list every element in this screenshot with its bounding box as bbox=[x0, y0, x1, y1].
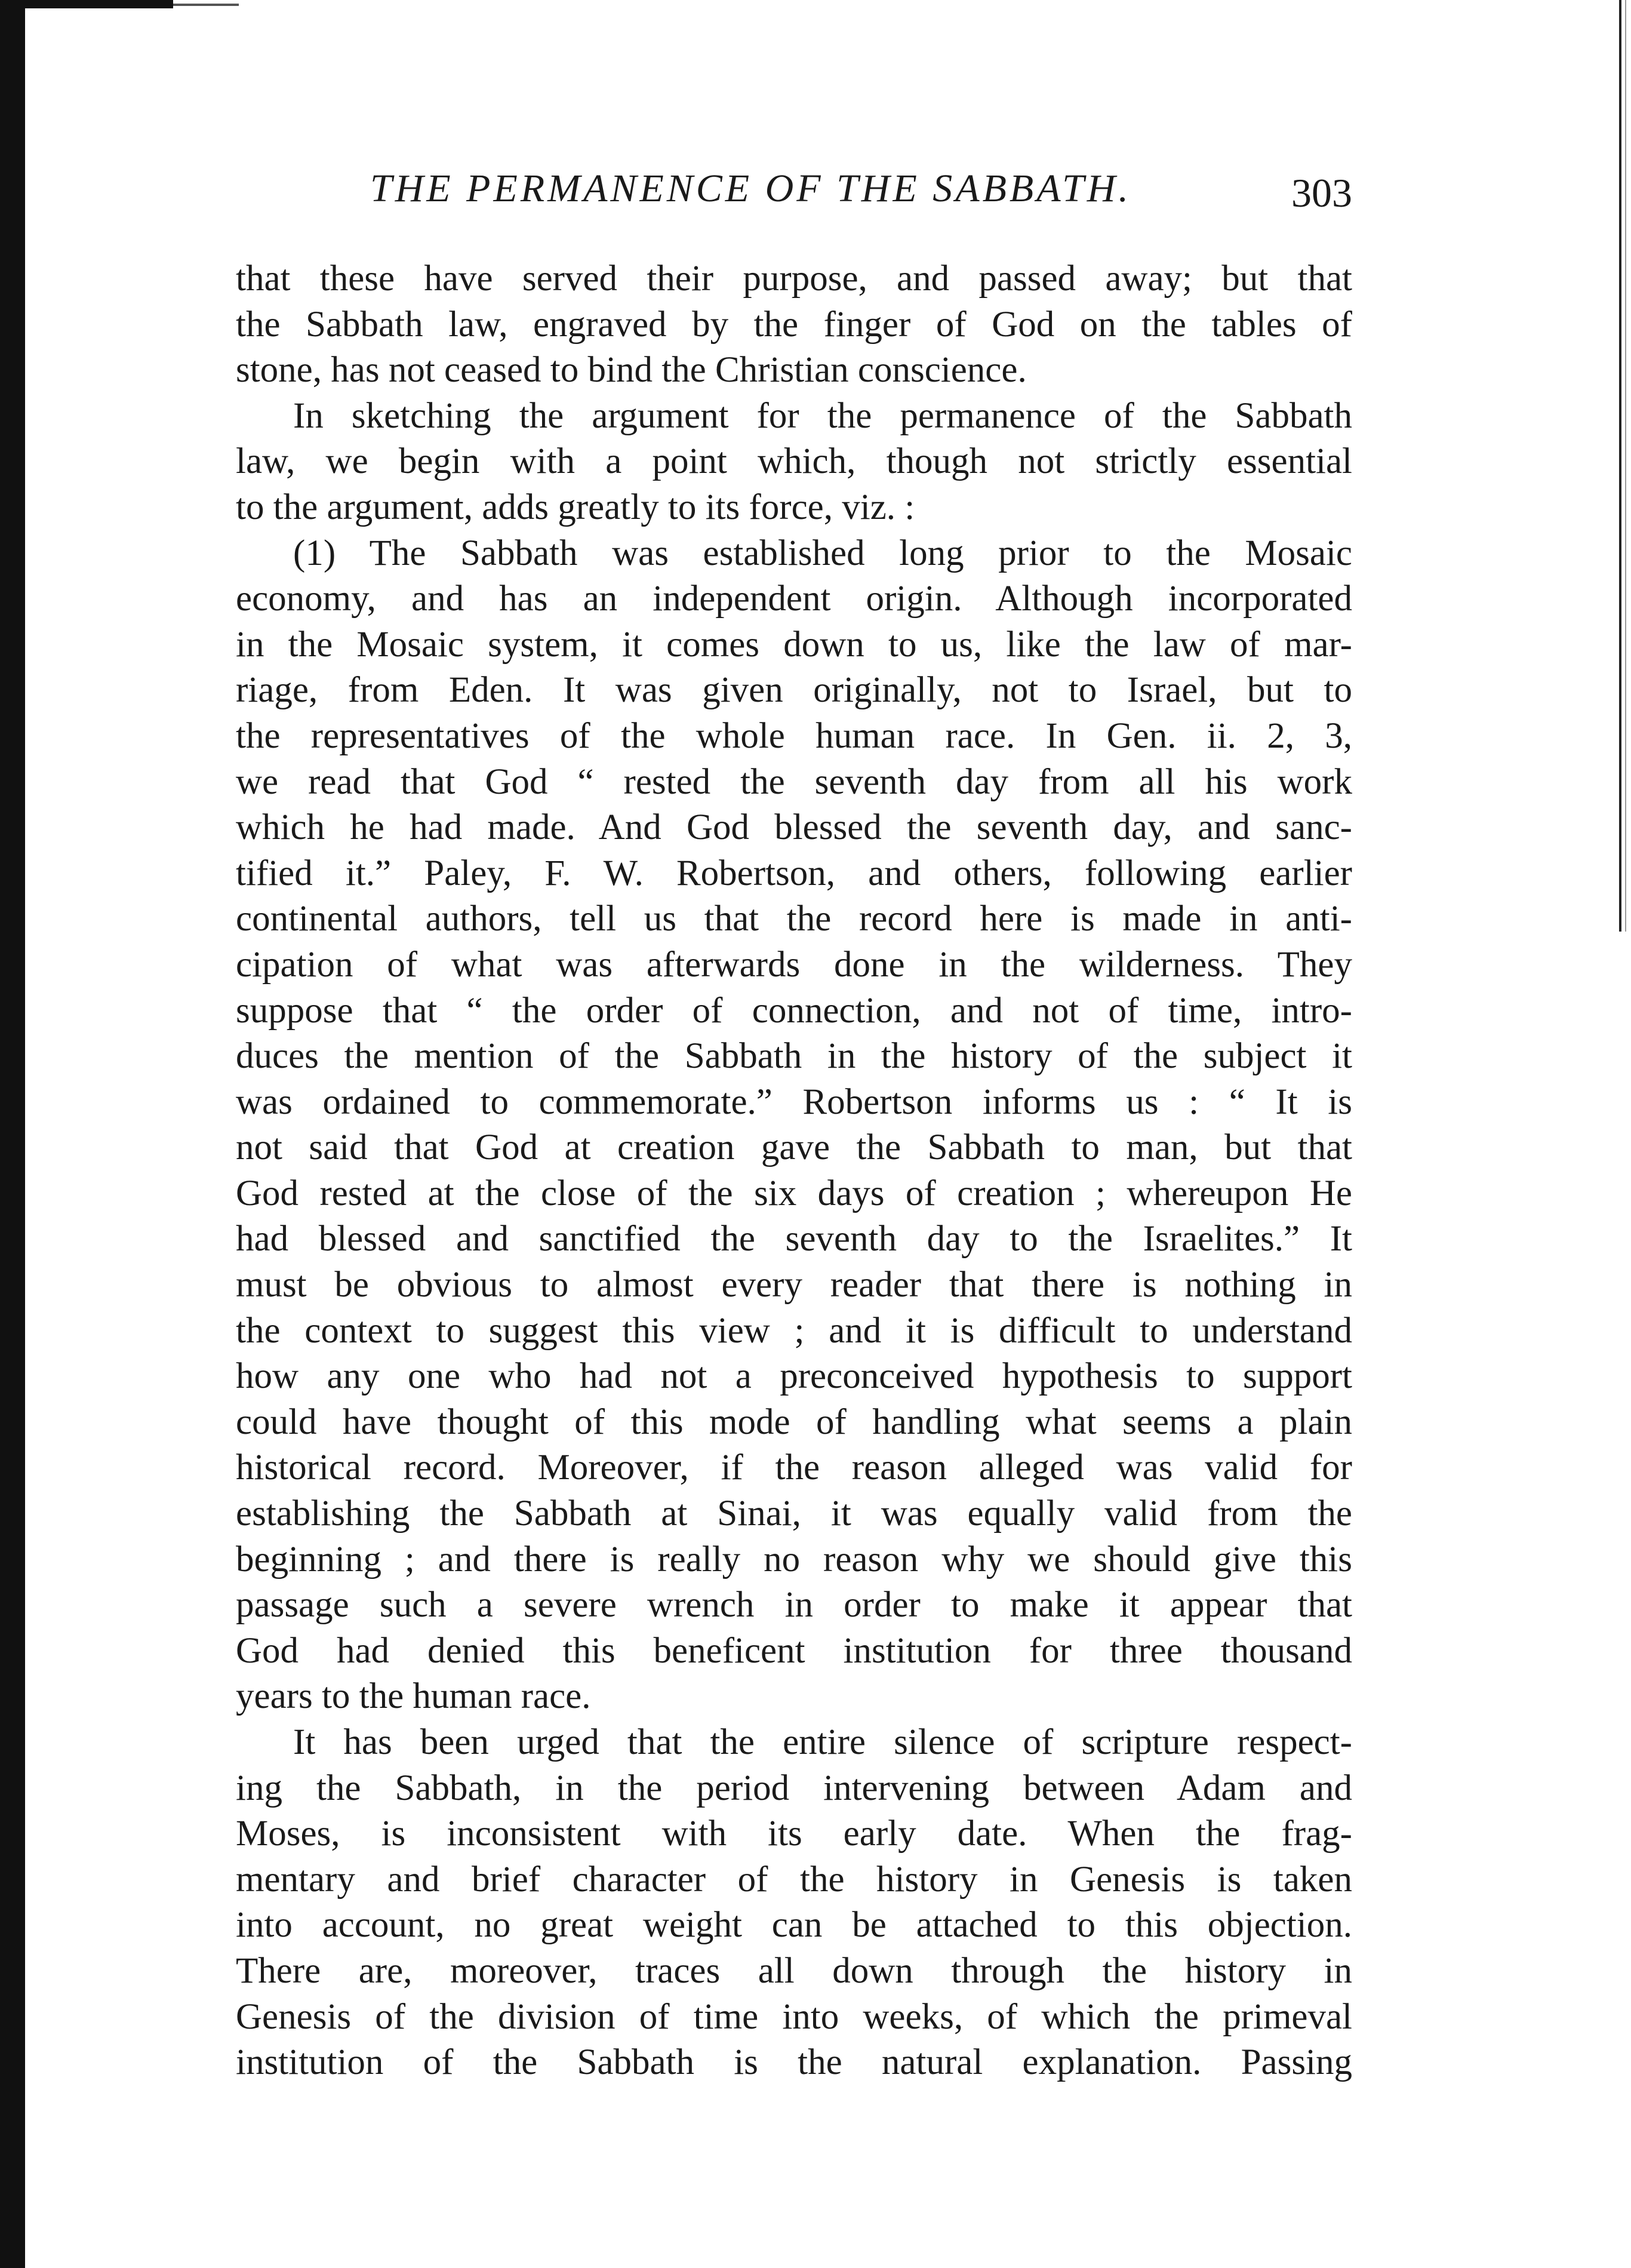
text-line: the Sabbath law, engraved by the finger of God on the tables of bbox=[236, 304, 1352, 345]
text-line: mentary and brief character of the history in Genesis is taken bbox=[236, 1859, 1352, 1900]
text-line: God had denied this beneficent institution for three thousand bbox=[236, 1630, 1352, 1671]
text-line: God rested at the close of the six days of creation ; whereupon He bbox=[236, 1173, 1352, 1213]
text-line: establishing the Sabbath at Sinai, it was equally valid from the bbox=[236, 1493, 1352, 1534]
page-header bbox=[236, 166, 1352, 232]
text-line: continental authors, tell us that the record here is made in anti- bbox=[236, 899, 1352, 939]
text-line: was ordained to commemorate.” Robertson informs us : “ It is bbox=[236, 1081, 1352, 1122]
page-number: 303 bbox=[1291, 170, 1352, 216]
text-line: that these have served their purpose, and passed away; but that bbox=[236, 259, 1352, 299]
running-title: THE PERMANENCE OF THE SABBATH. bbox=[370, 167, 1131, 210]
text-line: years to the human race. bbox=[236, 1676, 591, 1717]
text-line: the representatives of the whole human race. In Gen. ii. 2, 3, bbox=[236, 715, 1352, 756]
text-line: ing the Sabbath, in the period intervening between Adam and bbox=[236, 1768, 1352, 1808]
text-line: in the Mosaic system, it comes down to us, like the law of mar- bbox=[236, 624, 1352, 665]
scan-top-edge-tail bbox=[173, 4, 239, 6]
scan-right-edge bbox=[1619, 0, 1621, 932]
text-line: into account, no great weight can be attached to this objection. bbox=[236, 1905, 1352, 1946]
text-line: historical record. Moreover, if the reason alleged was valid for bbox=[236, 1448, 1352, 1488]
text-line: which he had made. And God blessed the seventh day, and sanc- bbox=[236, 807, 1352, 848]
text-line: economy, and has an independent origin. Although incorporated bbox=[236, 579, 1352, 619]
text-line: stone, has not ceased to bind the Christian conscience. bbox=[236, 350, 1027, 391]
text-line: tified it.” Paley, F. W. Robertson, and others, following earlier bbox=[236, 853, 1352, 893]
text-line: duces the mention of the Sabbath in the history of the subject it bbox=[236, 1036, 1352, 1077]
body-text bbox=[236, 256, 1352, 2086]
text-line: the context to suggest this view ; and it is difficult to understand bbox=[236, 1310, 1352, 1351]
scan-left-edge bbox=[0, 0, 25, 2268]
text-line: suppose that “ the order of connection, and not of time, intro- bbox=[236, 990, 1352, 1031]
text-line: passage such a severe wrench in order to make it appear that bbox=[236, 1585, 1352, 1625]
text-line: cipation of what was afterwards done in the wilderness. They bbox=[236, 944, 1352, 985]
text-line: not said that God at creation gave the Sabbath to man, but that bbox=[236, 1127, 1352, 1168]
scan-top-edge bbox=[0, 0, 173, 8]
text-line: riage, from Eden. It was given originally, not to Israel, but to bbox=[236, 670, 1352, 711]
text-line: could have thought of this mode of handling what seems a plain bbox=[236, 1402, 1352, 1442]
text-line: It has been urged that the entire silence of scripture respect- bbox=[293, 1722, 1352, 1762]
text-line: Moses, is inconsistent with its early date. When the frag- bbox=[236, 1814, 1352, 1854]
text-line: to the argument, adds greatly to its force, viz. : bbox=[236, 487, 915, 527]
text-line: we read that God “ rested the seventh day from all his work bbox=[236, 761, 1352, 802]
text-line: how any one who had not a preconceived hypothesis to support bbox=[236, 1356, 1352, 1397]
text-line: law, we begin with a point which, though not strictly essential bbox=[236, 441, 1352, 482]
text-line: institution of the Sabbath is the natural explanation. Passing bbox=[236, 2042, 1352, 2083]
text-line: must be obvious to almost every reader that there is nothing in bbox=[236, 1265, 1352, 1305]
text-line: Genesis of the division of time into weeks, of which the primeval bbox=[236, 1996, 1352, 2037]
text-line: There are, moreover, traces all down through the history in bbox=[236, 1950, 1352, 1991]
text-line: In sketching the argument for the permanence of the Sabbath bbox=[293, 395, 1352, 436]
scan-right-edge-faint bbox=[1625, 0, 1626, 932]
text-line: (1) The Sabbath was established long prior to the Mosaic bbox=[293, 533, 1352, 573]
text-line: had blessed and sanctified the seventh day to the Israelites.” It bbox=[236, 1219, 1352, 1259]
text-line: beginning ; and there is really no reason why we should give this bbox=[236, 1539, 1352, 1579]
